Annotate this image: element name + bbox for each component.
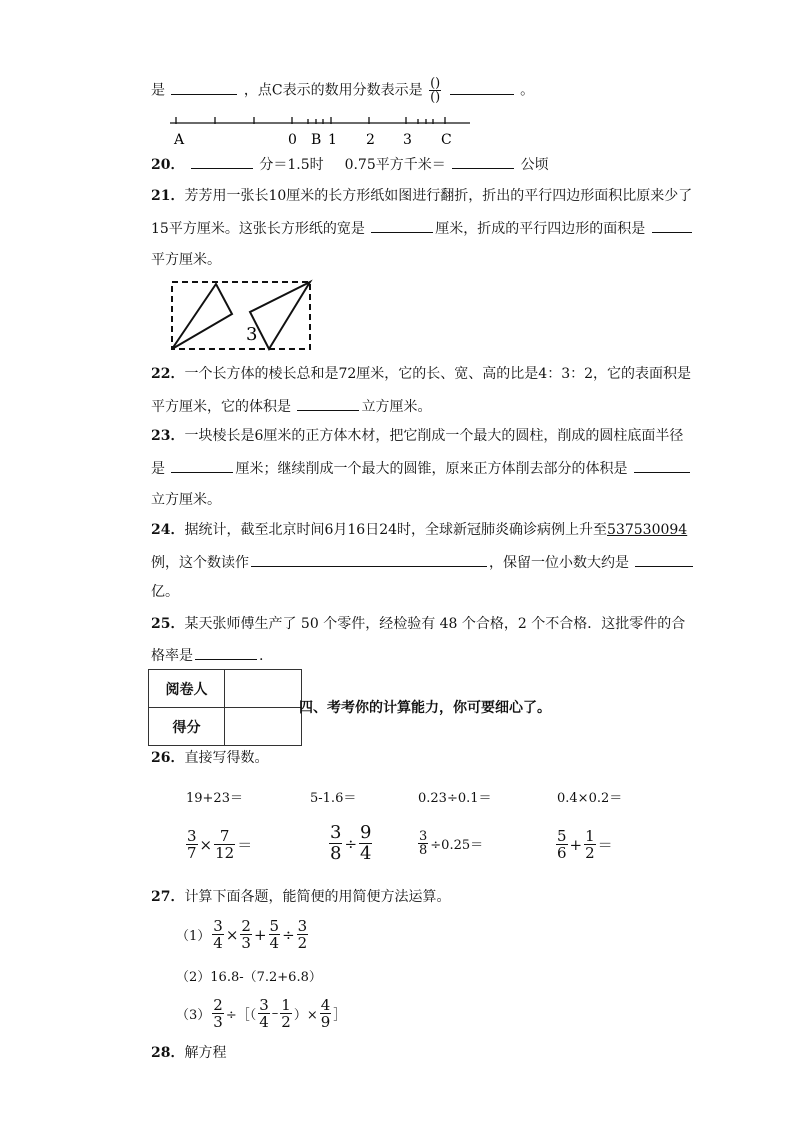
- folded-paper-figure: [166, 278, 316, 354]
- answer-blank[interactable]: [171, 458, 233, 473]
- q20-text-a: 分＝1.5时: [259, 157, 324, 173]
- right-fold-triangle: [250, 282, 310, 349]
- label-2: 2: [366, 132, 375, 148]
- calc-item-5: $\frac{3}{7}$ × $\frac{7}{12}$ ＝: [187, 827, 253, 862]
- q23-text: 立方厘米。: [151, 492, 221, 508]
- question-25-line2: [151, 645, 263, 666]
- q23-text: 一块棱长是6厘米的正方体木材，把它削成一个最大的圆柱，削成的圆柱底面半径: [184, 428, 684, 444]
- question-27-title: [151, 887, 450, 907]
- label-C: C: [441, 132, 452, 148]
- calc-item-8: $\frac{5}{6}$ + $\frac{1}{2}$ ＝: [557, 827, 613, 862]
- q25-text: .: [259, 648, 264, 664]
- q19-text-a: 是: [151, 82, 165, 99]
- question-25-line1: [151, 614, 685, 634]
- q25-text: 格率是: [151, 648, 193, 664]
- q28-text: 解方程: [184, 1045, 227, 1061]
- question-22-line2: [151, 396, 431, 417]
- question-number: 20．: [151, 157, 185, 173]
- calc-item-4: 0.4×0.2＝: [557, 791, 623, 806]
- q21-text: 芳芳用一张长10厘米的长方形纸如图进行翻折，折出的平行四边形面积比原来少了: [184, 188, 693, 204]
- q21-text: 15平方厘米。这张长方形纸的宽是: [151, 221, 365, 237]
- q20-text-c: 公顷: [520, 157, 549, 173]
- q27-part-1: （1） $\frac{3}{4}$ × $\frac{2}{3}$ + $\frac{5}{4}$ ÷ $\frac{3}{2}$: [176, 917, 308, 952]
- question-21-line1: [151, 186, 692, 206]
- q22-text: 立方厘米。: [361, 399, 432, 415]
- question-24-line2: [151, 552, 695, 573]
- question-number: 26．: [151, 750, 185, 766]
- question-number: 27．: [151, 889, 185, 905]
- grader-label: 阅卷人: [149, 670, 225, 708]
- calc-item-2: 5-1.6＝: [310, 791, 357, 806]
- q22-text: 一个长方体的棱长总和是72厘米，它的长、宽、高的比是4：3：2，它的表面积是: [184, 366, 692, 382]
- calc-item-7: $\frac{3}{8}$ ÷0.25＝: [419, 829, 484, 858]
- score-cell[interactable]: [225, 708, 302, 746]
- answer-blank[interactable]: [371, 218, 433, 233]
- q24-text: 据统计，截至北京时间6月16日24时，全球新冠肺炎确诊病例上升至: [184, 522, 608, 538]
- calc-item-3: 0.23÷0.1＝: [418, 791, 492, 806]
- q22-text: 平方厘米，它的体积是: [151, 399, 291, 415]
- q27-part-2: （2）16.8-（7.2+6.8）: [176, 970, 322, 985]
- question-23-line2: [151, 458, 692, 479]
- label-B: B: [311, 132, 322, 148]
- answer-blank[interactable]: [171, 80, 237, 95]
- answer-blank[interactable]: [635, 552, 693, 567]
- question-22-line1: [151, 364, 691, 384]
- answer-blank[interactable]: [652, 218, 692, 233]
- fraction-numerator: (): [430, 76, 441, 91]
- question-24-line1: [151, 520, 687, 540]
- q24-text: ，保留一位小数大约是: [489, 555, 629, 571]
- question-number: 24．: [151, 522, 185, 538]
- q23-text: 是: [151, 461, 165, 477]
- answer-blank[interactable]: [450, 80, 514, 95]
- q23-text: 厘米；继续削成一个最大的圆锥，原来正方体削去部分的体积是: [235, 461, 628, 477]
- answer-blank[interactable]: [251, 552, 487, 567]
- q20-text-b: 0.75平方千米＝: [344, 157, 446, 173]
- figure-label: 3: [246, 324, 258, 345]
- grader-cell[interactable]: [225, 670, 302, 708]
- question-21-line2: [151, 218, 694, 239]
- answer-blank[interactable]: [195, 645, 257, 660]
- q25-text: 某天张师傅生产了 50 个零件，经检验有 48 个合格，2 个不合格．这批零件的合: [184, 616, 686, 632]
- question-21-line3: [151, 250, 221, 270]
- q24-number: 537530094: [607, 522, 688, 538]
- question-23-line1: [151, 426, 683, 446]
- q19-fraction: [429, 77, 441, 104]
- q27-part-3: （3） $\frac{2}{3}$ ÷［（ $\frac{3}{4}$ – $\frac{1}{2}$ ）× $\frac{4}{9}$ ］: [176, 996, 347, 1031]
- question-number: 25．: [151, 616, 185, 632]
- q24-text: 例，这个数读作: [151, 555, 249, 571]
- q26-text: 直接写得数。: [184, 750, 269, 766]
- label-0: 0: [288, 132, 297, 148]
- question-number: 21．: [151, 188, 185, 204]
- question-number: 28．: [151, 1045, 185, 1061]
- label-1: 1: [328, 132, 337, 148]
- q21-text: 厘米，折成的平行四边形的面积是: [435, 221, 646, 237]
- question-23-line3: [151, 490, 221, 510]
- q19-line: [151, 77, 534, 104]
- answer-blank[interactable]: [191, 154, 253, 169]
- q19-end: 。: [520, 82, 535, 99]
- q19-text-b: ，点C表示的数用分数表示是: [243, 82, 423, 99]
- question-number: 22．: [151, 366, 185, 382]
- question-24-line3: [151, 582, 179, 602]
- number-line: [160, 108, 480, 150]
- question-28-title: [151, 1043, 226, 1063]
- calc-item-1: 19+23＝: [186, 791, 243, 806]
- label-A: A: [174, 132, 185, 148]
- question-number: 23．: [151, 428, 185, 444]
- q21-text: 平方厘米。: [151, 252, 221, 268]
- q27-text: 计算下面各题，能简便的用简便方法运算。: [184, 889, 451, 905]
- section-heading: 四、考考你的计算能力，你可要细心了。: [299, 700, 551, 716]
- score-label: 得分: [149, 708, 225, 746]
- label-3: 3: [403, 132, 412, 148]
- answer-blank[interactable]: [452, 154, 514, 169]
- q24-text: 亿。: [151, 584, 179, 600]
- calc-item-6: $\frac{3}{8}$ ÷ $\frac{9}{4}$: [330, 822, 372, 864]
- left-fold-triangle: [172, 284, 232, 349]
- answer-blank[interactable]: [634, 458, 690, 473]
- question-20: [151, 154, 549, 175]
- answer-blank[interactable]: [297, 396, 359, 411]
- grading-table: [148, 669, 302, 746]
- question-26-title: [151, 748, 268, 768]
- fraction-denominator: (): [430, 90, 441, 105]
